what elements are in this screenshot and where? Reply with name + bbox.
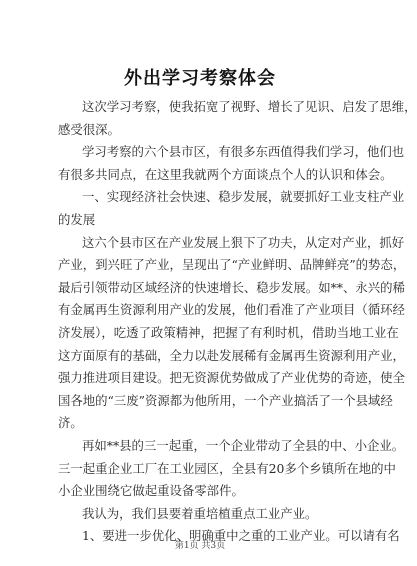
- text-line: 这六个县市区在产业发展上狠下了功夫，从定对产业，抓好: [82, 234, 405, 250]
- text-line: 有很多共同点，在这里我就两个方面谈点个人的认识和体会。: [58, 166, 393, 182]
- text-line: 再如**县的三一起重，一个企业带动了全县的中、小企业。: [82, 437, 405, 453]
- document-body: [58, 96, 417, 548]
- section-heading-line: 一、实现经济社会快速、稳步发展，就要抓好工业支柱产业: [82, 189, 405, 205]
- text-line: 学习考察的六个县市区，有很多东西值得我们学习，他们也: [82, 144, 405, 160]
- text-line: 产业，到兴旺了产业，呈现出了“产业鲜明、品牌鲜亮”的势态，: [58, 257, 406, 273]
- text-line: 感受很深。: [58, 121, 120, 137]
- text-line: 济发展），吃透了政策精神，把握了有利时机，借助当地工业在: [58, 324, 399, 340]
- text-line: 济。: [58, 415, 83, 431]
- page-number-footer: 第1页 共3页: [174, 541, 226, 551]
- text-line: 国各地的“三废”资源都为他所用，一个产业搞活了一个县域经: [58, 392, 393, 408]
- section-heading-line: 的发展: [58, 211, 96, 227]
- text-line: 这次学习考察，使我拓宽了视野、增长了见识、启发了思维，: [82, 99, 417, 114]
- document-title: 外出学习考察体会: [124, 68, 276, 89]
- text-line: 我认为，我们县要着重培植重点工业产业。: [82, 505, 318, 521]
- text-line: 小企业围绕它做起重设备零部件。: [58, 483, 244, 499]
- text-line: 强力推进项目建设。把无资源优势做成了产业优势的奇迹，使全: [58, 370, 405, 386]
- text-line: 三一起重企业工厂在工业园区，全县有20多个乡镇所在地的中: [58, 460, 396, 476]
- text-line: 这方面原有的基础，全力以赴发展稀有金属再生资源利用产业，: [58, 347, 405, 363]
- text-line: 有金属再生资源利用产业的发展，他们看准了产业项目（循环经: [58, 302, 405, 318]
- text-line: 1、要进一步优化、明确重中之重的工业产业。可以请有名: [82, 528, 400, 544]
- text-line: 最后引领带动区域经济的快速增长、稳步发展。如**、永兴的稀: [58, 279, 405, 295]
